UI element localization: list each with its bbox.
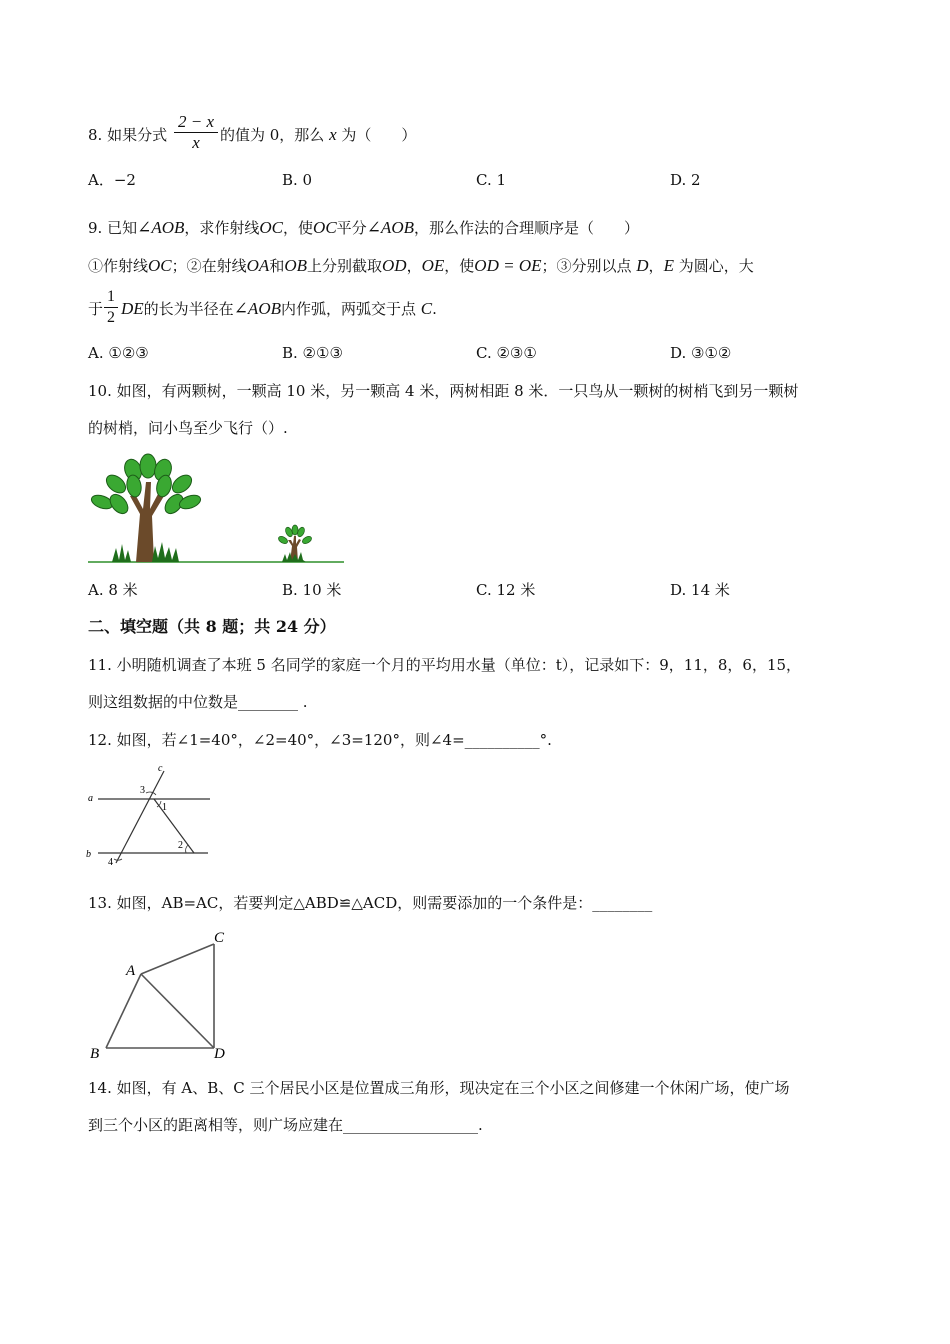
q9-text: ；②在射线 <box>171 257 247 275</box>
q8-line <box>88 125 167 145</box>
q9-text: 上分别截取 <box>307 257 383 275</box>
label-a: a <box>88 793 93 804</box>
q9-line2 <box>88 256 754 276</box>
q9-angle: ∠AOB <box>233 299 281 318</box>
q9-half-fraction <box>104 287 118 328</box>
q9-ray: OC <box>259 218 284 237</box>
q8-fraction <box>174 112 218 153</box>
label-4: 4 <box>108 857 113 868</box>
angle-3-arc <box>146 792 156 795</box>
q9-point: C <box>420 299 433 318</box>
q9-option-d: D. ③①② <box>670 344 732 362</box>
q11-line1: 11. 小明随机调查了本班 5 名同学的家庭一个月的平均用水量（单位：t），记录如下：9，11，8，6，15， <box>88 656 802 674</box>
q9-segment: OE <box>421 256 445 275</box>
label-b: b <box>86 849 91 860</box>
q12-parallel-lines-figure <box>84 763 214 868</box>
q8-line-rest <box>220 125 416 145</box>
q9-half-den: 2 <box>104 307 118 328</box>
q10-line2: 的树梢，问小鸟至少飞行（）. <box>88 419 288 437</box>
q9-text: ；③分别以点 <box>541 257 637 275</box>
q8-suffix-b: 为（ ） <box>336 126 417 144</box>
q9-line3 <box>121 299 437 319</box>
q9-text: ①作射线 <box>88 257 149 275</box>
q9-text: 的长为半径在 <box>143 300 234 318</box>
q9-option-c: C. ②③① <box>476 344 537 362</box>
q8-denominator: x <box>174 132 218 153</box>
q9-text: ，使 <box>444 257 475 275</box>
q9-angle: ∠AOB <box>137 218 185 237</box>
q9-option-b: B. ②①③ <box>282 344 343 362</box>
q8-option-d: D. 2 <box>670 171 701 189</box>
section-title: 二、填空题（共 8 题；共 24 分） <box>88 617 336 636</box>
q13-text: 13. 如图，AB=AC，若要判定△ABD≌△ACD，则需要添加的一个条件是：________ <box>88 894 653 912</box>
q9-point: E <box>663 256 674 275</box>
label-B: B <box>90 1046 100 1062</box>
q10-option-a: A. 8 米 <box>88 581 138 599</box>
angle-2-arc <box>186 845 188 853</box>
q9-point: D <box>636 256 649 275</box>
q14-line1: 14. 如图，有 A、B、C 三个居民小区是位置成三角形，现决定在三个小区之间修建一个休闲广场，使广场 <box>88 1079 790 1097</box>
label-1: 1 <box>162 802 167 813</box>
q9-text: ，求作射线 <box>184 219 260 237</box>
small-tree <box>277 525 313 562</box>
q9-text: ， <box>406 257 422 275</box>
q9-text: ，那么作法的合理顺序是（ ） <box>413 219 639 237</box>
q10-option-c: C. 12 米 <box>476 581 536 599</box>
q10-line1: 10. 如图，有两颗树，一颗高 10 米，另一颗高 4 米，两树相距 8 米．一只鸟从一颗树的树梢飞到另一颗树 <box>88 382 799 400</box>
label-2: 2 <box>178 840 183 851</box>
q11-line2: 则这组数据的中位数是________ . <box>88 693 308 711</box>
q12-text: 12. 如图，若∠1=40°，∠2=40°，∠3=120°，则∠4=__________°. <box>88 731 552 749</box>
q8-option-c: C. 1 <box>476 171 507 189</box>
label-C: C <box>214 930 225 946</box>
q9-half-num: 1 <box>107 288 115 305</box>
q9-line3-prefix: 于 <box>88 300 104 318</box>
q10-option-b: B. 10 米 <box>282 581 342 599</box>
q9-text: ， <box>648 257 664 275</box>
q9-text: 平分 <box>336 219 367 237</box>
q9-ray: OC <box>148 256 172 275</box>
q9-ray: OA <box>246 256 270 275</box>
q10-trees-figure <box>86 452 348 568</box>
label-D: D <box>214 1046 225 1062</box>
q9-text: ，使 <box>283 219 314 237</box>
q9-text: . <box>432 300 437 318</box>
q9-angle: ∠AOB <box>366 218 414 237</box>
q13-triangle-figure <box>86 926 236 1066</box>
q9-segment: OD <box>382 256 407 275</box>
segment-ac <box>141 944 214 974</box>
q9-text: 9. 已知 <box>88 219 138 237</box>
q9-equation: OD = OE <box>474 256 542 275</box>
label-c: c <box>158 763 163 774</box>
q8-suffix-a: 的值为 0，那么 <box>220 126 330 144</box>
transversal <box>154 799 194 853</box>
q9-text: 和 <box>269 257 285 275</box>
q14-line2: 到三个小区的距离相等，则广场应建在__________________. <box>88 1116 483 1134</box>
q8-prefix: 8. 如果分式 <box>88 126 168 144</box>
q8-option-b: B. 0 <box>282 171 313 189</box>
q10-option-d: D. 14 米 <box>670 581 730 599</box>
q9-option-a: A. ①②③ <box>88 344 149 362</box>
segment-ad <box>141 974 214 1048</box>
q8-var: x <box>329 125 337 144</box>
q9-ray: OC <box>313 218 337 237</box>
q9-text: 为圆心，大 <box>673 257 754 275</box>
label-3: 3 <box>140 785 145 796</box>
q8-option-a: A．−2 <box>88 171 136 189</box>
label-A: A <box>126 963 136 979</box>
q9-ray: OB <box>284 256 308 275</box>
q9-segment: DE <box>121 299 144 318</box>
q9-text: 内作弧，两弧交于点 <box>280 300 421 318</box>
q8-numerator: 2 − x <box>177 112 215 131</box>
q9-line1 <box>88 218 639 238</box>
segment-ab <box>106 974 141 1048</box>
